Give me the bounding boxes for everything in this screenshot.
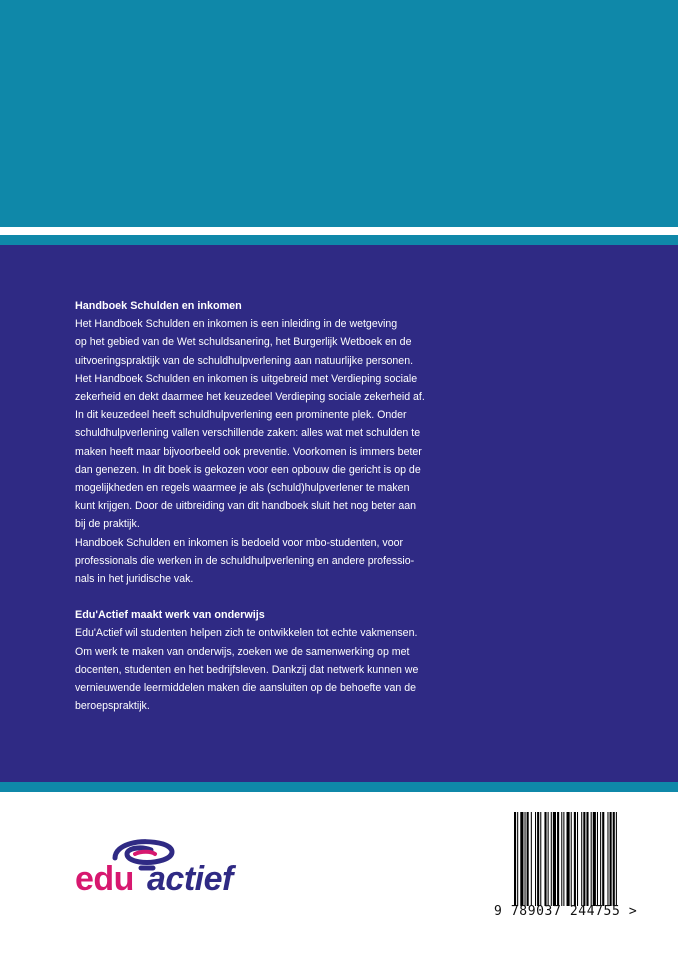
logo-text-edu: edu (75, 860, 134, 898)
blurb-line: kunt krijgen. Door de uitbreiding van dit handboek sluit het nog beter aan (75, 500, 416, 513)
barcode-bar (581, 812, 582, 906)
blurb-line: bij de praktijk. (75, 518, 140, 531)
blurb-line: Om werk te maken van onderwijs, zoeken we de samenwerking op met (75, 645, 410, 658)
barcode-bar (593, 812, 596, 906)
eduactief-logo (75, 838, 255, 908)
barcode (513, 812, 643, 906)
barcode-bar (583, 812, 585, 906)
barcode-bar (514, 812, 516, 906)
barcode-bar (551, 812, 552, 906)
barcode-bar (561, 812, 562, 906)
barcode-bar (610, 812, 612, 906)
section-heading-handboek: Handboek Schulden en inkomen (75, 300, 242, 312)
barcode-bar (540, 812, 541, 906)
barcode-bar (616, 812, 617, 906)
barcode-bar (537, 812, 539, 906)
barcode-bar (597, 812, 598, 906)
blurb-line: op het gebied van de Wet schuldsanering, het Burgerlijk Wetboek en de (75, 336, 412, 349)
barcode-bar (602, 812, 604, 906)
barcode-bar (527, 812, 529, 906)
blurb-line: Handboek Schulden en inkomen is bedoeld voor mbo-studenten, voor (75, 536, 404, 549)
barcode-bar (571, 812, 572, 906)
teal-stripe-bottom (0, 782, 678, 792)
barcode-bar (607, 812, 608, 906)
blurb-line: Het Handboek Schulden en inkomen is een inleiding in de wetgeving (75, 318, 398, 331)
barcode-bar (535, 812, 536, 906)
barcode-bar (600, 812, 601, 906)
barcode-bar (520, 812, 523, 906)
teal-stripe-top (0, 235, 678, 245)
barcode-bar (544, 812, 546, 906)
blurb-line: Edu'Actief wil studenten helpen zich te ontwikkelen tot echte vakmensen. (75, 627, 418, 640)
barcode-bar (531, 812, 532, 906)
blurb-line: vernieuwende leermiddelen maken die aansluiten op de behoefte van de (75, 682, 417, 695)
blurb-line: Het Handboek Schulden en inkomen is uitgebreid met Verdieping sociale (75, 372, 418, 385)
blurb-line: schuldhulpverlening vallen verschillende zaken: alles wat met schulden te (75, 427, 421, 440)
section-spacer (75, 588, 445, 606)
blurb-line: zekerheid en dekt daarmee het keuzedeel Verdieping sociale zekerheid af. (75, 391, 425, 404)
blurb-line: In dit keuzedeel heeft schuldhulpverlening een prominente plek. Onder (75, 409, 407, 422)
barcode-bar (548, 812, 549, 906)
barcode-bar (557, 812, 559, 906)
blurb-line: docenten, studenten en het bedrijfsleven. Dankzij dat netwerk kunnen we (75, 663, 419, 676)
barcode-bar (577, 812, 578, 906)
logo-text-actief: actief (147, 860, 233, 898)
barcode-bar (586, 812, 588, 906)
barcode-bar (553, 812, 556, 906)
blurb-line: beroepspraktijk. (75, 700, 150, 713)
blurb-text (75, 297, 445, 715)
barcode-bar (591, 812, 592, 906)
top-color-band (0, 0, 678, 227)
barcode-bar (563, 812, 564, 906)
barcode-bar (567, 812, 570, 906)
barcode-bar (525, 812, 526, 906)
blurb-line: maken heeft maar bijvoorbeeld ook preventie. Voorkomen is immers beter (75, 445, 422, 458)
blurb-line: dan genezen. In dit boek is gekozen voor een opbouw die gericht is op de (75, 463, 421, 476)
barcode-bar (613, 812, 615, 906)
section-heading-eduactief: Edu'Actief maakt werk van onderwijs (75, 609, 265, 622)
barcode-bar (517, 812, 518, 906)
blurb-line: nals in het juridische vak. (75, 573, 194, 586)
blurb-line: mogelijkheden en regels waarmee je als (schuld)hulpverlener te maken (75, 482, 410, 495)
blurb-line: uitvoeringspraktijk van de schuldhulpverlening aan natuurlijke personen. (75, 354, 414, 367)
white-stripe (0, 227, 678, 235)
isbn-number: 9 789037 244755 > (494, 904, 638, 919)
blurb-line: professionals die werken in de schuldhulpverlening en andere professio- (75, 554, 415, 567)
barcode-bar (574, 812, 576, 906)
